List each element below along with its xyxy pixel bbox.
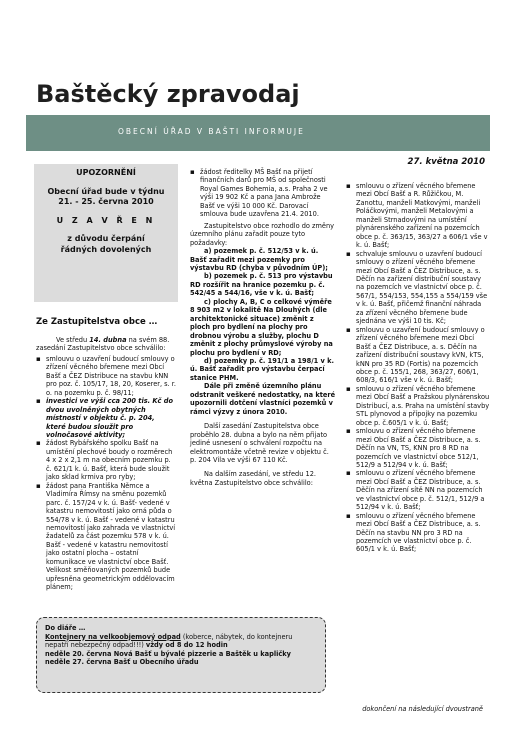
banner-subtitle: OBECNÍ ÚŘAD V BAŠTI INFORMUJE bbox=[118, 127, 305, 136]
column-2 bbox=[190, 168, 336, 487]
diary-callout bbox=[36, 617, 326, 693]
list-item: ▪ smlouvu o uzavření budoucí smlouvy o zřízení věcného břemene mezi Obcí Bašť a ČEZ Distribuce na stavbu kNN pro poz. č. 105/17, 18, 20, Koserer, s. r. o. na pozemku p. č. 98/11; bbox=[36, 355, 176, 397]
plan-item-d: d) pozemky p. č. 191/1 a 198/1 v k. ú. Bašť zařadit pro výstavbu čerpací stanice PHM. bbox=[190, 356, 335, 382]
paragraph: Na dalším zasedání, ve středu 12. května Zastupitelstvo obce schválilo: bbox=[190, 470, 316, 487]
notice-line: Obecní úřad bude v týdnu bbox=[47, 186, 165, 196]
intro-paragraph: Ve středu 14. dubna na svém 88. zasedání Zastupitelstvo obce schválilo: bbox=[36, 336, 170, 353]
list-item: ▪ smlouvu o zřízení věcného břemene mezi Obcí Bašť a ČEZ Distribuce, a. s. Děčín na stavbu NN pro 3 RD na pozemcích ve vlastnictví obce p. č. 605/1 v k. ú. Bašť; bbox=[346, 512, 490, 554]
resolution-list bbox=[36, 355, 176, 592]
issue-date: 27. května 2010 bbox=[407, 157, 485, 167]
continued-note: dokončení na následující dvoustraně bbox=[362, 705, 483, 713]
notice-title: UPOZORNĚNÍ bbox=[76, 168, 136, 177]
plan-item-b: b) pozemek p. č. 513 pro výstavbu RD rozšířit na hranice pozemku p. č. 542/45 a 544/16, vše v k. ú. Bašť; bbox=[190, 272, 333, 298]
header-banner bbox=[26, 115, 490, 151]
page-title: Baštěcký zpravodaj bbox=[36, 80, 300, 108]
plan-item-c: c) plochy A, B, C o celkové výměře 8 903 m2 v lokalitě Na Dlouhých (dle architektonické situace) změnit z ploch pro bydlení na plochy pro drobnou výrobu a služby, plochu D změnit z plochy průmyslové výroby na plochu pro bydlení v RD; bbox=[190, 297, 333, 357]
plan-item-a: a) pozemek p. č. 512/53 v k. ú. Bašť zařadit mezi pozemky pro výstavbu RD (chyba v původním ÚP); bbox=[190, 247, 328, 272]
list-item: ▪ smlouvu o zřízení věcného břemene mezi Obcí Bašť a Pražskou plynárenskou Distribucí, a.s. Praha na umístění stavby STL plynovod a přípojky na pozemku obce p. č.605/1 v k. ú. Bašť; bbox=[346, 385, 490, 427]
notice-reason: řádných dovolených bbox=[60, 244, 152, 254]
section-title: Ze Zastupitelstva obce … bbox=[36, 317, 158, 327]
notice-closed: U Z A V Ř E N bbox=[56, 215, 156, 225]
column-3 bbox=[346, 182, 490, 554]
list-item: ▪ schvaluje smlouvu o uzavření budoucí smlouvy o zřízení věcného břemene mezi Obcí Bašť a ČEZ Distribuce, a. s. Děčín na zařízení distribuční soustavy na pozemcích ve vlastnictví obce p. č. 567/1, 554/153, 554,155 a 554/159 vše v k. ú. Bašť, přičemž finanční náhrada za zřízení věcného břemene bude sjednána ve výši 10 tis. Kč; bbox=[346, 250, 490, 326]
paragraph: Dále při změně územního plánu odstranit veškeré nedostatky, na které upozornili dotčení vlastníci pozemků v rámci výzvy z února 2010. bbox=[190, 382, 336, 416]
notice-reason: z důvodu čerpání bbox=[67, 234, 145, 243]
paragraph: Zastupitelstvo obce rozhodlo do změny územního plánu zařadit pouze tyto požadavky: bbox=[190, 221, 335, 247]
list-item: ▪ smlouvu o uzavření budoucí smlouvy o zřízení věcného břemene mezi Obcí Bašť a ČEZ Distribuce, a. s. Děčín na zařízení distribuční soustavy kVN, kTS, kNN pro 35 RD (Fortis) na pozemcích obce p. č. 155/1, 268, 363/27, 606/1, 608/3, 616/1 vše v k. ú. Bašť; bbox=[346, 326, 490, 385]
list-item: ▪ smlouvu o zřízení věcného břemene mezi Obcí Bašť a R. Růžičkou, M. Zanottu, manželi Matkovými, manželi Poláčkovými, manželi Metalovými a manželi Strnadovými na umístění plynárenského zařízení na pozemcích obce p. č. 363/15, 363/27 a 606/1 vše v k. ú. Bašť; bbox=[346, 182, 490, 250]
list-item: ▪ smlouvu o zřízení věcného břemene mezi Obcí Bašť a ČEZ Distribuce, a. s. Děčín na zřízení sítě NN na pozemcích ve vlastnictví obce p. č. 512/1, 512/9 a 512/94 v k. ú. Bašť; bbox=[346, 469, 490, 511]
callout-heading: Do diáře … bbox=[45, 624, 86, 632]
callout-line: neděle 27. června Bašť u Obecního úřadu bbox=[45, 658, 199, 667]
column-1 bbox=[36, 336, 176, 592]
list-item: ▪ žádost Rybářského spolku Bašť na umístění plechové boudy o rozměrech 4 x 2 x 2,1 m na obecním pozemku p. č. 621/1 k. ú. Bašť, která bude sloužit jako sklad krmiva pro ryby; bbox=[36, 439, 176, 481]
list-item: ▪ žádost pana Františka Němce a Vladimíra Římsy na směnu pozemků parc. č. 157/24 v k. ú. Bašť- vedené v katastru nemovitostí jako orná půda o 554/78 v k. ú. Bašť - vedené v katastru nemovitostí jako zahrada ve vlastnictví žadatelů za část pozemku 578 v k. ú. Bašť - vedené v katastru nemovitostí jako ostatní plocha – ostatní komunikace ve vlastnictví obce Bašť. Velikost směňovaných pozemků bude upřesněna geometrickým oddělovacím plánem; bbox=[36, 482, 176, 592]
resolution-list bbox=[190, 168, 336, 219]
list-item: ▪ smlouvu o zřízení věcného břemene mezi Obcí Bašť a ČEZ Distribuce, a. s. Děčín na VN, TS, KNN pro 8 RD na pozemcích ve vlastnictví obce 512/1, 512/9 a 512/94 v k. ú. Bašť; bbox=[346, 427, 490, 469]
list-item: ▪ investici ve výši cca 200 tis. Kč do dvou uvolněných obytných místností v objektu č. p. 204, které budou sloužit pro volnočasové aktivity; bbox=[36, 397, 176, 439]
closure-notice bbox=[34, 164, 178, 302]
resolution-list bbox=[346, 182, 490, 554]
callout-line: neděle 20. června Nová Bašť u bývalé pizzerie a Baštěk u kapličky bbox=[45, 649, 291, 658]
notice-dates: 21. - 25. června 2010 bbox=[58, 197, 154, 206]
list-item: ▪ žádost ředitelky MŠ Bašť na přijetí finančních darů pro MŠ od společnosti Royal Games Bohemia, a.s. Praha 2 ve výši 19 902 Kč a pana Jana Ambrože Bašť ve výši 10 000 Kč. Darovací smlouva bude uzavřena 21.4. 2010. bbox=[190, 168, 336, 219]
paragraph: Další zasedání Zastupitelstva obce proběhlo 28. dubna a bylo na něm přijato jediné usnesení o schválení rozpočtu na elektromontáže včetně revize v objektu č. p. 204 Vila ve výši 67 110 Kč. bbox=[190, 422, 329, 464]
callout-line: Kontejnery na velkoobjemový odpad (koberce, nábytek, do kontejneru nepatří nebezpečný odpad!!!) vždy od 8 do 12 hodin bbox=[45, 632, 293, 650]
